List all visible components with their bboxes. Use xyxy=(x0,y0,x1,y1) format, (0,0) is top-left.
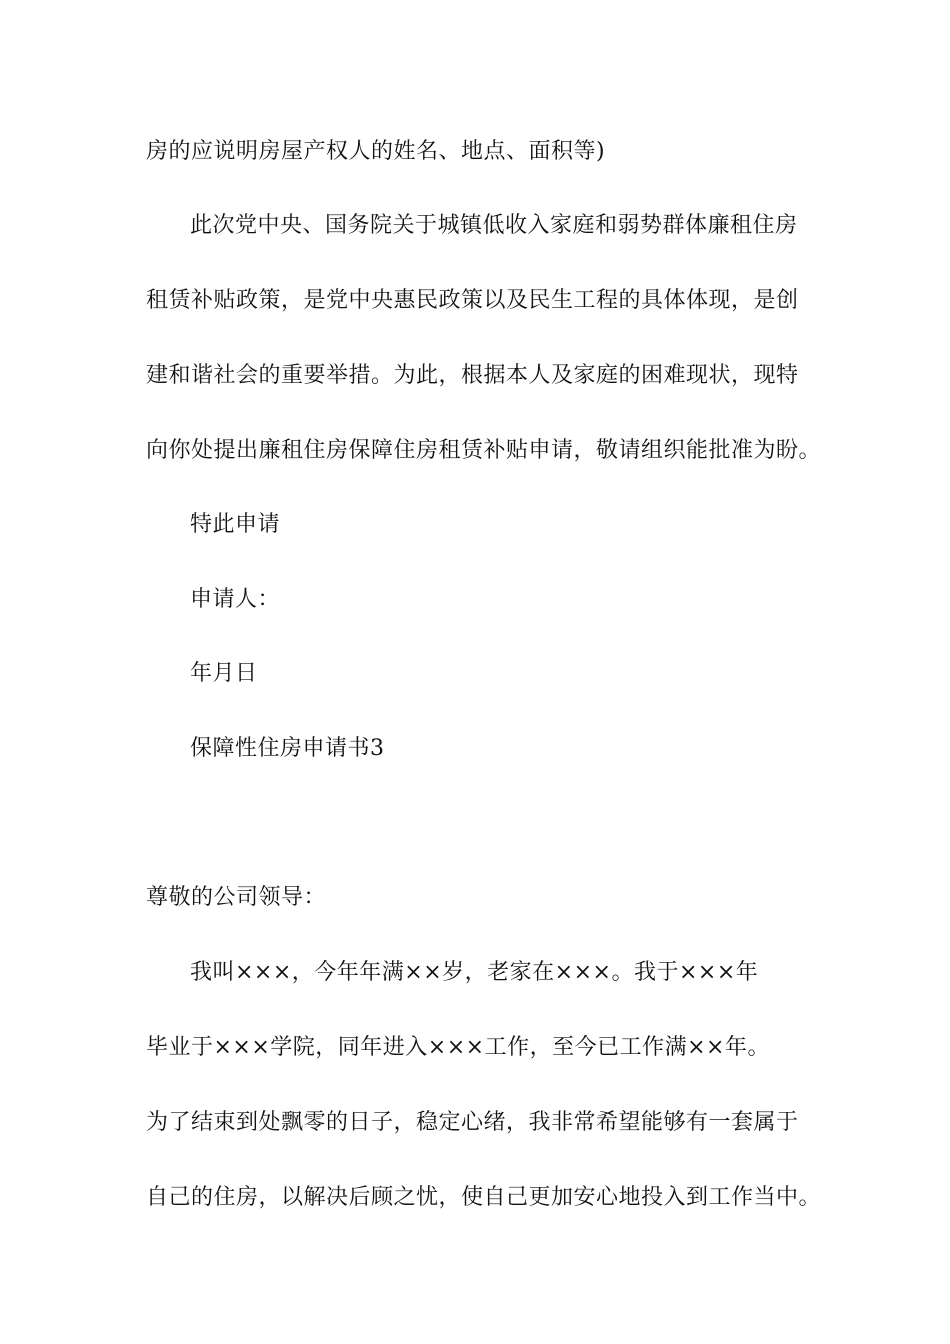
section-title: 保障性住房申请书3 xyxy=(190,736,385,761)
paragraph-start: 此次党中央、国务院关于城镇低收入家庭和弱势群体廉租住房 xyxy=(190,213,798,238)
applicant-label: 申请人： xyxy=(190,587,281,612)
salutation: 尊敬的公司领导： xyxy=(146,885,327,910)
text-line: 毕业于×××学院，同年进入×××工作，至今已工作满××年。 xyxy=(146,1035,770,1060)
text-line: 房的应说明房屋产权人的姓名、地点、面积等) xyxy=(146,139,606,164)
paragraph-start: 我叫×××，今年年满××岁，老家在×××。我于×××年 xyxy=(190,960,759,985)
text-line: 租赁补贴政策，是党中央惠民政策以及民生工程的具体体现，是创 xyxy=(146,288,799,313)
closing-phrase: 特此申请 xyxy=(190,512,281,537)
date-label: 年月日 xyxy=(190,661,258,686)
text-line: 为了结束到处飘零的日子，稳定心绪，我非常希望能够有一套属于 xyxy=(146,1110,799,1135)
text-line: 建和谐社会的重要举措。为此，根据本人及家庭的困难现状，现特 xyxy=(146,363,799,388)
text-line: 向你处提出廉租住房保障住房租赁补贴申请，敬请组织能批准为盼。 xyxy=(146,438,822,463)
text-line: 自己的住房，以解决后顾之忧，使自己更加安心地投入到工作当中。 xyxy=(146,1185,822,1210)
